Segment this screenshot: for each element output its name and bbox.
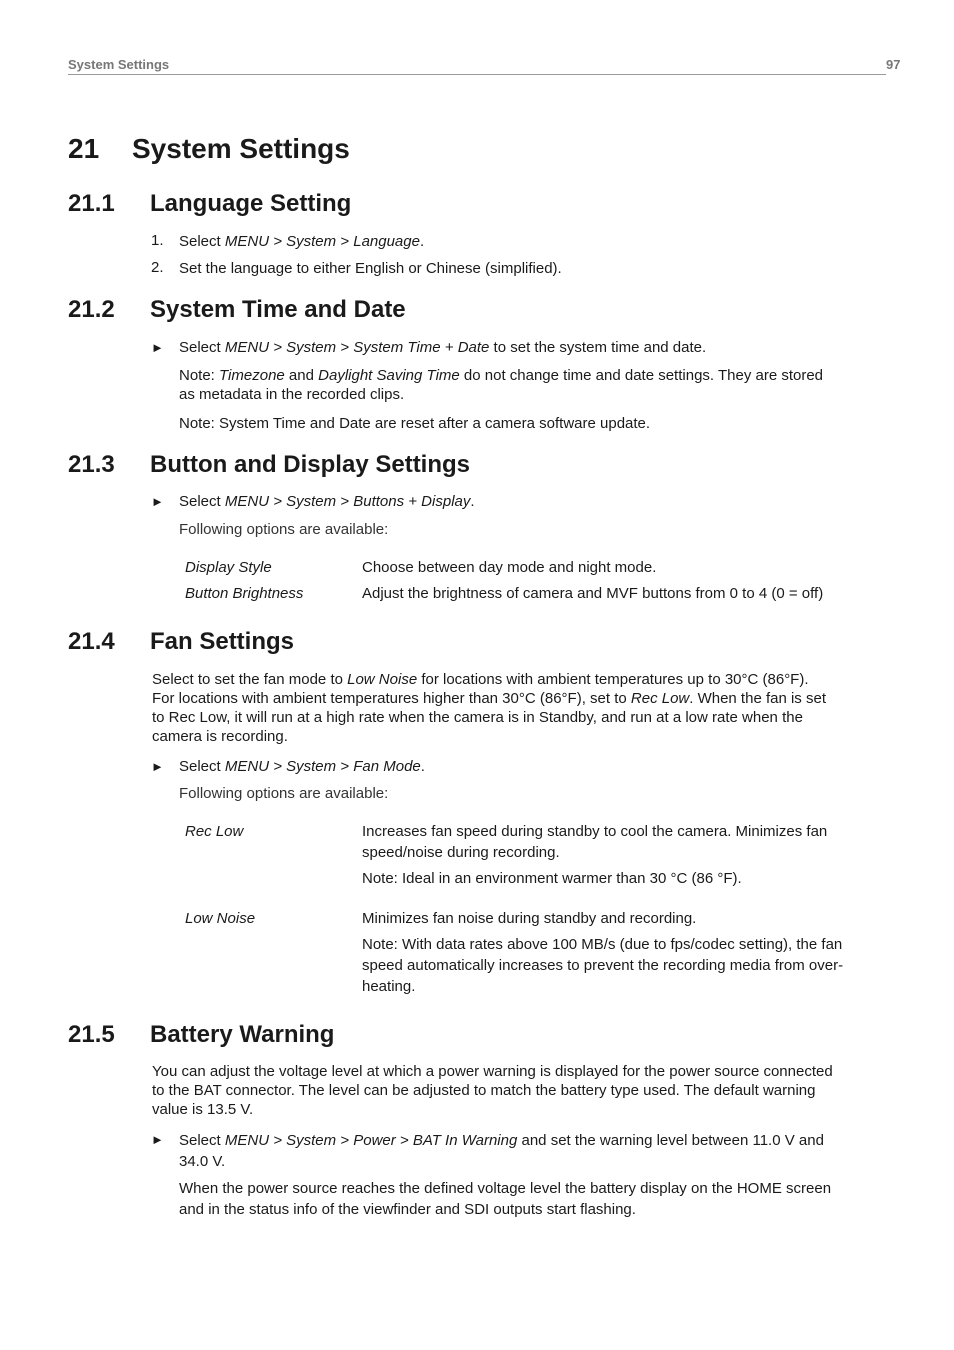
bullet-arrow-icon: ► bbox=[151, 494, 164, 509]
note-text: heating. bbox=[362, 978, 416, 995]
term-daylight-saving: Daylight Saving Time bbox=[318, 367, 460, 384]
option-note-rec-low: Note: Ideal in an environment warmer than 30 °C (86 °F). bbox=[362, 870, 742, 887]
bullet-arrow-icon: ► bbox=[151, 1132, 164, 1147]
options-intro: Following options are available: bbox=[179, 785, 389, 802]
section-heading-button-display bbox=[68, 451, 470, 479]
step-select-buttons-display bbox=[179, 492, 475, 511]
option-description-rec-low bbox=[362, 821, 827, 863]
battery-info bbox=[179, 1178, 831, 1220]
menu-path: MENU > System > Language bbox=[224, 233, 420, 250]
section-title: Battery Warning bbox=[150, 1021, 335, 1048]
step-text: Select bbox=[179, 233, 225, 250]
option-note-low-noise bbox=[362, 934, 843, 997]
para-text: to Rec Low, it will run at a high rate when the camera is in Standby, and run at a low rate when the bbox=[152, 709, 803, 726]
running-header-title: System Settings bbox=[68, 57, 170, 72]
term-rec-low: Rec Low bbox=[630, 690, 690, 707]
option-term-low-noise: Low Noise bbox=[185, 910, 256, 927]
desc-text: Increases fan speed during standby to cool the camera. Minimizes fan bbox=[362, 823, 828, 840]
step-text: and set the warning level between 11.0 V and bbox=[517, 1132, 824, 1149]
step-text: Select bbox=[179, 1132, 225, 1149]
note-text: Note: With data rates above 100 MB/s (due to fps/codec setting), the fan bbox=[362, 936, 843, 953]
section-title: System Time and Date bbox=[150, 296, 406, 323]
info-text: When the power source reaches the defined voltage level the battery display on the HOME screen bbox=[179, 1180, 832, 1197]
para-text: You can adjust the voltage level at which a power warning is displayed for the power source connected bbox=[152, 1063, 833, 1080]
section-number: 21.2 bbox=[68, 296, 115, 323]
term-timezone: Timezone bbox=[219, 367, 285, 384]
desc-text: speed/noise during recording. bbox=[362, 844, 560, 861]
chapter-number: 21 bbox=[68, 133, 100, 164]
menu-path: MENU > System > System Time + Date bbox=[224, 339, 490, 356]
options-intro: Following options are available: bbox=[179, 521, 389, 538]
option-term: Display Style bbox=[185, 559, 272, 576]
bullet-arrow-icon: ► bbox=[151, 340, 164, 355]
chapter-title-text: System Settings bbox=[132, 133, 350, 164]
step-text: 34.0 V. bbox=[179, 1153, 226, 1170]
menu-path: MENU > System > Buttons + Display bbox=[224, 493, 471, 510]
section-number: 21.3 bbox=[68, 451, 115, 478]
header-rule bbox=[68, 74, 886, 75]
bullet-arrow-icon: ► bbox=[151, 759, 164, 774]
menu-path: MENU > System > Fan Mode bbox=[224, 758, 421, 775]
section-title: Fan Settings bbox=[150, 628, 295, 655]
option-description: Choose between day mode and night mode. bbox=[362, 559, 657, 576]
step-text: . bbox=[419, 233, 425, 250]
para-text: for locations with ambient temperatures up to 30°C (86°F). bbox=[417, 671, 809, 688]
section-heading-time-date bbox=[68, 296, 406, 324]
section-number: 21.5 bbox=[68, 1021, 115, 1048]
battery-paragraph bbox=[152, 1062, 833, 1119]
step-text: . bbox=[420, 758, 425, 775]
step-select-fan-mode bbox=[179, 757, 425, 776]
para-text: value is 13.5 V. bbox=[152, 1101, 254, 1118]
step-text: to set the system time and date. bbox=[489, 339, 707, 356]
step-text: Select bbox=[179, 493, 225, 510]
para-text: to the BAT connector. The level can be adjusted to match the battery type used. The default warning bbox=[152, 1082, 816, 1099]
menu-path: MENU > System > Power > BAT In Warning bbox=[224, 1132, 518, 1149]
option-term: Button Brightness bbox=[185, 585, 304, 602]
note-text: Note: bbox=[179, 367, 220, 384]
step-number: 2. bbox=[151, 259, 164, 276]
section-heading-fan bbox=[68, 628, 294, 656]
step-number: 1. bbox=[151, 232, 164, 249]
note-reset: Note: System Time and Date are reset after a camera software update. bbox=[179, 415, 651, 432]
note-text: do not change time and date settings. They are stored bbox=[459, 367, 824, 384]
note-text: and bbox=[284, 367, 319, 384]
option-term-rec-low: Rec Low bbox=[185, 823, 244, 840]
note-text: as metadata in the recorded clips. bbox=[179, 386, 405, 403]
step-select-time-date bbox=[179, 338, 706, 357]
page-number: 97 bbox=[886, 57, 901, 72]
section-heading-battery bbox=[68, 1021, 334, 1049]
step-select-bat-warning bbox=[179, 1130, 824, 1172]
section-heading-language bbox=[68, 190, 351, 218]
step-select-language bbox=[179, 232, 424, 251]
para-text: camera is recording. bbox=[152, 728, 288, 745]
para-text: Select to set the fan mode to bbox=[152, 671, 348, 688]
note-text: speed automatically increases to prevent the recording media from over- bbox=[362, 957, 844, 974]
chapter-title bbox=[68, 133, 350, 165]
section-number: 21.1 bbox=[68, 190, 115, 217]
step-text: Select bbox=[179, 339, 225, 356]
section-number: 21.4 bbox=[68, 628, 115, 655]
info-text: and in the status info of the viewfinder and SDI outputs start flashing. bbox=[179, 1201, 636, 1218]
step-set-language: Set the language to either English or Chinese (simplified). bbox=[179, 260, 562, 277]
option-description: Adjust the brightness of camera and MVF buttons from 0 to 4 (0 = off) bbox=[362, 585, 824, 602]
fan-paragraph bbox=[152, 670, 826, 746]
term-low-noise: Low Noise bbox=[347, 671, 418, 688]
step-text: . bbox=[470, 493, 475, 510]
para-text: For locations with ambient temperatures higher than 30°C (86°F), set to bbox=[152, 690, 631, 707]
option-description-low-noise: Minimizes fan noise during standby and recording. bbox=[362, 910, 697, 927]
section-title: Button and Display Settings bbox=[150, 451, 471, 478]
note-timezone bbox=[179, 366, 823, 404]
step-text: Select bbox=[179, 758, 225, 775]
para-text: . When the fan is set bbox=[689, 690, 826, 707]
section-title: Language Setting bbox=[150, 190, 352, 217]
